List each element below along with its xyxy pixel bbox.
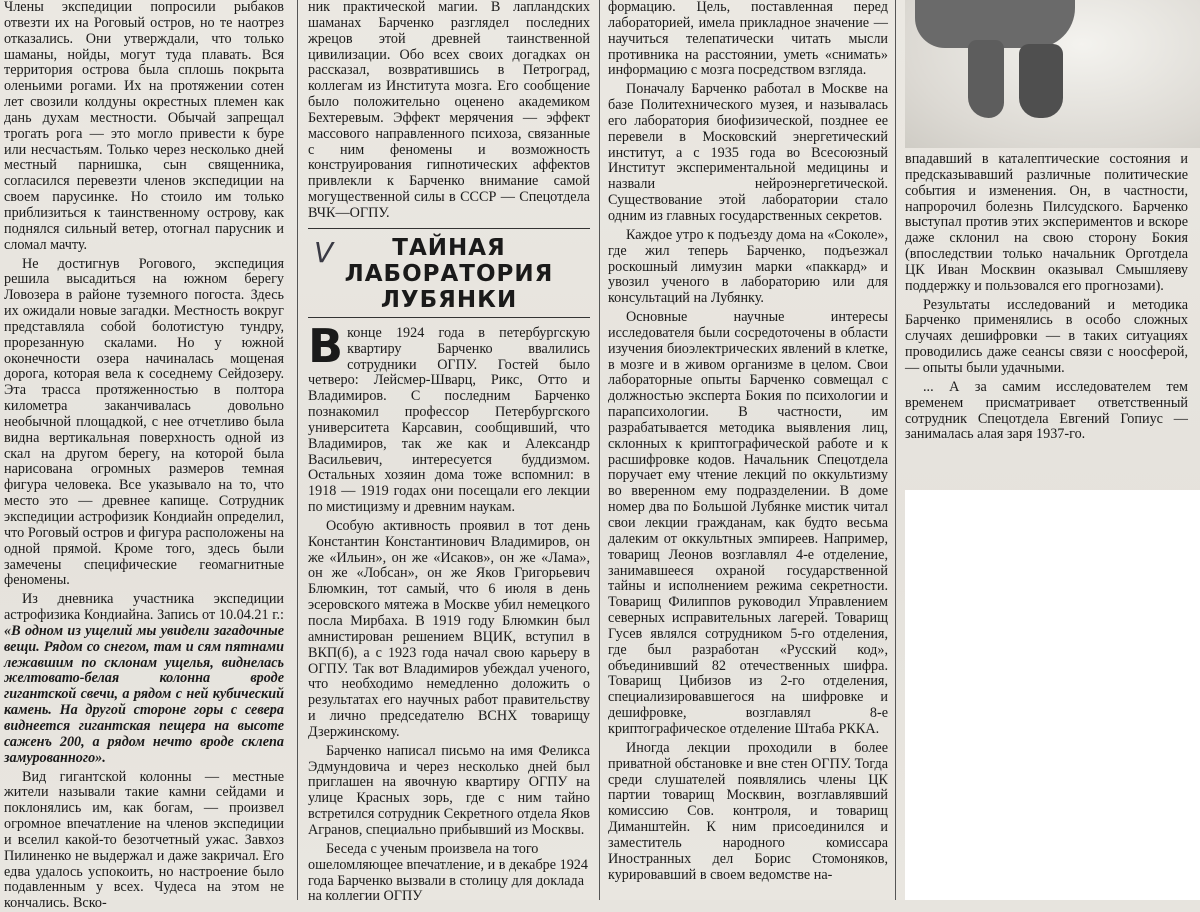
paragraph: ... А за самим исследователем тем временем присматривает ответственный сотрудник Спецотдела Евгений Гопиус — занималась алая заря 1937-го. <box>905 380 1188 443</box>
paragraph: Особую активность проявил в тот день Константин Константинович Владимиров, он же «Ильин», он же «Исаков», он же «Лама», он же «Лобсан», он же Яков Григорьевич Блюмкин, тот самый, что 6 июля в день эсеровского мятежа в Москве убил немецкого посла Мирбаха. В 1919 году Блюмкин был амнистирован решением ВЦИК, вступил в ВКП(б), а с 1923 года начал свою карьеру в ОГПУ. Так вот Владимиров убеждал ученого, что необходимо немедленно доложить о результатах его научных работ правительству и лично председателю ВСНХ товарищу Дзержинскому. <box>308 519 590 741</box>
lead-text: конце 1924 года в петербургскую квартиру Барченко ввалились сотрудники ОГПУ. Гостей было четверо: Лейсмер-Шварц, Рикс, Отто и Владимиров. С последним Барченко познакомил профессор Петербургского университета Карсавин, сообщивший, что Владимиров, так же как и Александр Васильевич, интересуется буддизмом. Остальных хозяин дома тоже вспомнил: в 1918 — 1919 годах они посещали его лекции по мистицизму и древним наукам. <box>308 325 590 515</box>
figure-boot-shape <box>1019 44 1063 118</box>
drop-cap: В <box>308 328 343 364</box>
paragraph: Поначалу Барченко работал в Москве на базе Политехнического музея, и называлась его лаборатория биофизической, позднее ее перевели в Московский энергетический институт, а с 1935 года во Всесоюзный Институт экспериментальной медицины и назвали нейроэнергетической. Существование этой лаборатории стало одним из главных государственных секретов. <box>608 82 888 225</box>
paragraph: Иногда лекции проходили в более приватной обстановке и вне стен ОГПУ. Тогда среди слушателей появлялись члены ЦК партии товарищ Москвин, возглавлявший комиссию Сов. контроля, и товарищ Диманштейн. К ним присоединился и заместитель народного комиссара Иностранных дел Борис Стомоняков, курировавший в своем ведомстве на- <box>608 741 888 884</box>
article-headline: ТАЙНАЯ ЛАБОРАТОРИЯ ЛУБЯНКИ <box>308 235 590 313</box>
photo-fragment <box>905 0 1200 148</box>
blank-area <box>905 490 1200 900</box>
diary-quote: «В одном из ущелий мы увидели загадочные вещи. Рядом со снегом, там и сям пятнами лежавшим по склонам ущелья, виднелась желтовато-белая колонна вроде гигантской свечи, а рядом с ней кубический камень. На другой стороне горы с севера виднеется гигантская пещера на высоте саженъ 200, а рядом нечто вроде склепа замурованного». <box>4 623 284 766</box>
handwritten-mark: V <box>314 245 333 261</box>
paragraph: Члены экспедиции попросили рыбаков отвезти их на Роговый остров, но те наотрез отказались. Они утверждали, что только шаманы, нойды, могут туда плавать. Вся территория острова была сплошь покрыта оленьими рогами. Их на протяжении сотен лет свозили колдуны окрестных племен как дань духам местности. Обычай запрещал трогать рога — это могло привести к буре или несчастьям. Только через несколько дней местный парнишка, сын священника, согласился перевезти членов экспедиции на своем парусинке. Но стоило им только приблизиться к таинственному острову, как поднялся сильный ветер, отогнал парусник и сломал мачту. <box>4 0 284 254</box>
paragraph: Вид гигантской колонны — местные жители называли такие камни сейдами и поклонялись им, как богам, — произвел огромное впечатление на членов экспедиции и вселил какой-то безотчетный ужас. Завхоз Пилиненко не выдержал и даже закричал. Его едва удалось успокоить, но настроение было подавленным у всех. Чудеса на этом не кончались. Вско- <box>4 770 284 912</box>
diary-intro: Из дневника участника экспедиции астрофизика Кондиайна. Запись от 10.04.21 г.: <box>4 591 284 623</box>
paragraph: Результаты исследований и методика Барченко применялись в особо сложных случаях дешифровки — в таких ситуациях проводились даже сеансы связи с ноосферой, — опыты были удачными. <box>905 298 1188 377</box>
article-column-1 <box>4 0 284 900</box>
paragraph: Основные научные интересы исследователя были сосредоточены в области изучения биоэлектрических явлений в клетке, в мозге и в живом организме в целом. Свои лабораторные опыты Барченко совмещал с должностью эксперта Бокия по психологии и парапсихологии. В частности, им разрабатывается методика выявления лиц, склонных к криптографической работе и к расшифровке кодов. Начальник Спецотдела поручает ему чтение лекций по оккультизму во вверенном ему подразделении. В доме номер два по Большой Лубянке мистик читал свои лекции гражданам, как будто весьма далеким от оккультных эмпиреев. Например, товарищ Леонов возглавлял 4-е отделение, занимавшееся охраной государственной тайны и исполнением режима секретности. Товарищ Филиппов руководил Управлением северных исправительных лагерей. Товарищ Гусев являлся сотрудником 5-го отделения, где был разработан «Русский код», объединивший 82 отечественных шифра. Товарищ Цибизов из 2-го отделения, специализировавшегося на шифровке и дешифровке, возглавлял 8-е криптографическое отделение Штаба РККА. <box>608 310 888 738</box>
paragraph: впадавший в каталептические состояния и предсказывавший различные политические события и изменения. Он, в частности, напророчил болезнь Пилсудского. Барченко выступал против этих экспериментов и вскоре даже склонил на свою сторону Бокия (впоследствии только начальник Орготдела ЦК Иван Москвин оказывал Смышляеву поддержку и пользовался его прогнозами). <box>905 152 1188 295</box>
paragraph: формацию. Цель, поставленная перед лабораторией, имела прикладное значение — научиться телепатически читать мысли противника на расстоянии, уметь «снимать» информацию с мозга посредством взгляда. <box>608 0 888 79</box>
figure-boot-shape <box>968 40 1004 118</box>
article-column-2 <box>308 0 590 900</box>
column-divider <box>599 0 600 900</box>
paragraph: ник практической магии. В лапландских шаманах Барченко разглядел последних жрецов этой древней таинственной цивилизации. Обо всех своих догадках он рассказал, возвратившись в Петроград, коллегам из Института мозга. Его сообщение было положительно оценено академиком Бехтеревым. Эффект мерячения — эффект массового направленного психоза, связанные с ним феномены и возможность конструирования гипнотических аффектов привлекли к Барченко внимание самой могущественной силы в СССР — Спецотдела ВЧК—ОГПУ. <box>308 0 590 222</box>
paragraph: Каждое утро к подъезду дома на «Соколе», где жил теперь Барченко, подъезжал роскошный лимузин марки «паккард» и увозил ученого в лабораторию или для консультаций на Лубянку. <box>608 228 888 307</box>
column-divider <box>297 0 298 900</box>
article-column-4 <box>905 152 1188 488</box>
column-divider <box>895 0 896 900</box>
lead-paragraph <box>308 326 590 516</box>
diary-paragraph <box>4 592 284 766</box>
headline-block <box>308 228 590 318</box>
paragraph: Барченко написал письмо на имя Феликса Эдмундовича и через несколько дней был приглашен на явочную квартиру ОГПУ на улице Красных зорь, где с ним тайно встретился сотрудник Секретного отдела Яков Агранов, специально прибывший из Москвы. <box>308 744 590 839</box>
paragraph: Беседа с ученым произвела на того ошеломляющее впечатление, и в декабре 1924 года Барченко вызвали в столицу для доклада на коллегии ОГПУ <box>308 842 590 905</box>
paragraph: Не достигнув Рогового, экспедиция решила высадиться на южном берегу Ловозера в районе туземного погоста. Здесь их ожидали новые загадки. Местность вокруг представляла собой болотистую тундру, прорезанную скалами. Но у южной оконечности озера начиналась мощеная дорога, которая вела к соседнему Сейдозеру. Эта трасса протяженностью в полтора километра заканчивалась довольно необычной площадкой, с нее отчетливо была видна вертикальная поверхность одной из скал на другом берегу, на которой была нарисована огромных размеров темная фигура человека. Все указывало на то, что место это — древнее капище. Сотрудник экспедиции астрофизик Кондиайн определил, что Роговый остров и фигура расположены на одной прямой. Кроме того, здесь были замечены специфические геомагнитные феномены. <box>4 257 284 590</box>
article-column-3 <box>608 0 888 900</box>
